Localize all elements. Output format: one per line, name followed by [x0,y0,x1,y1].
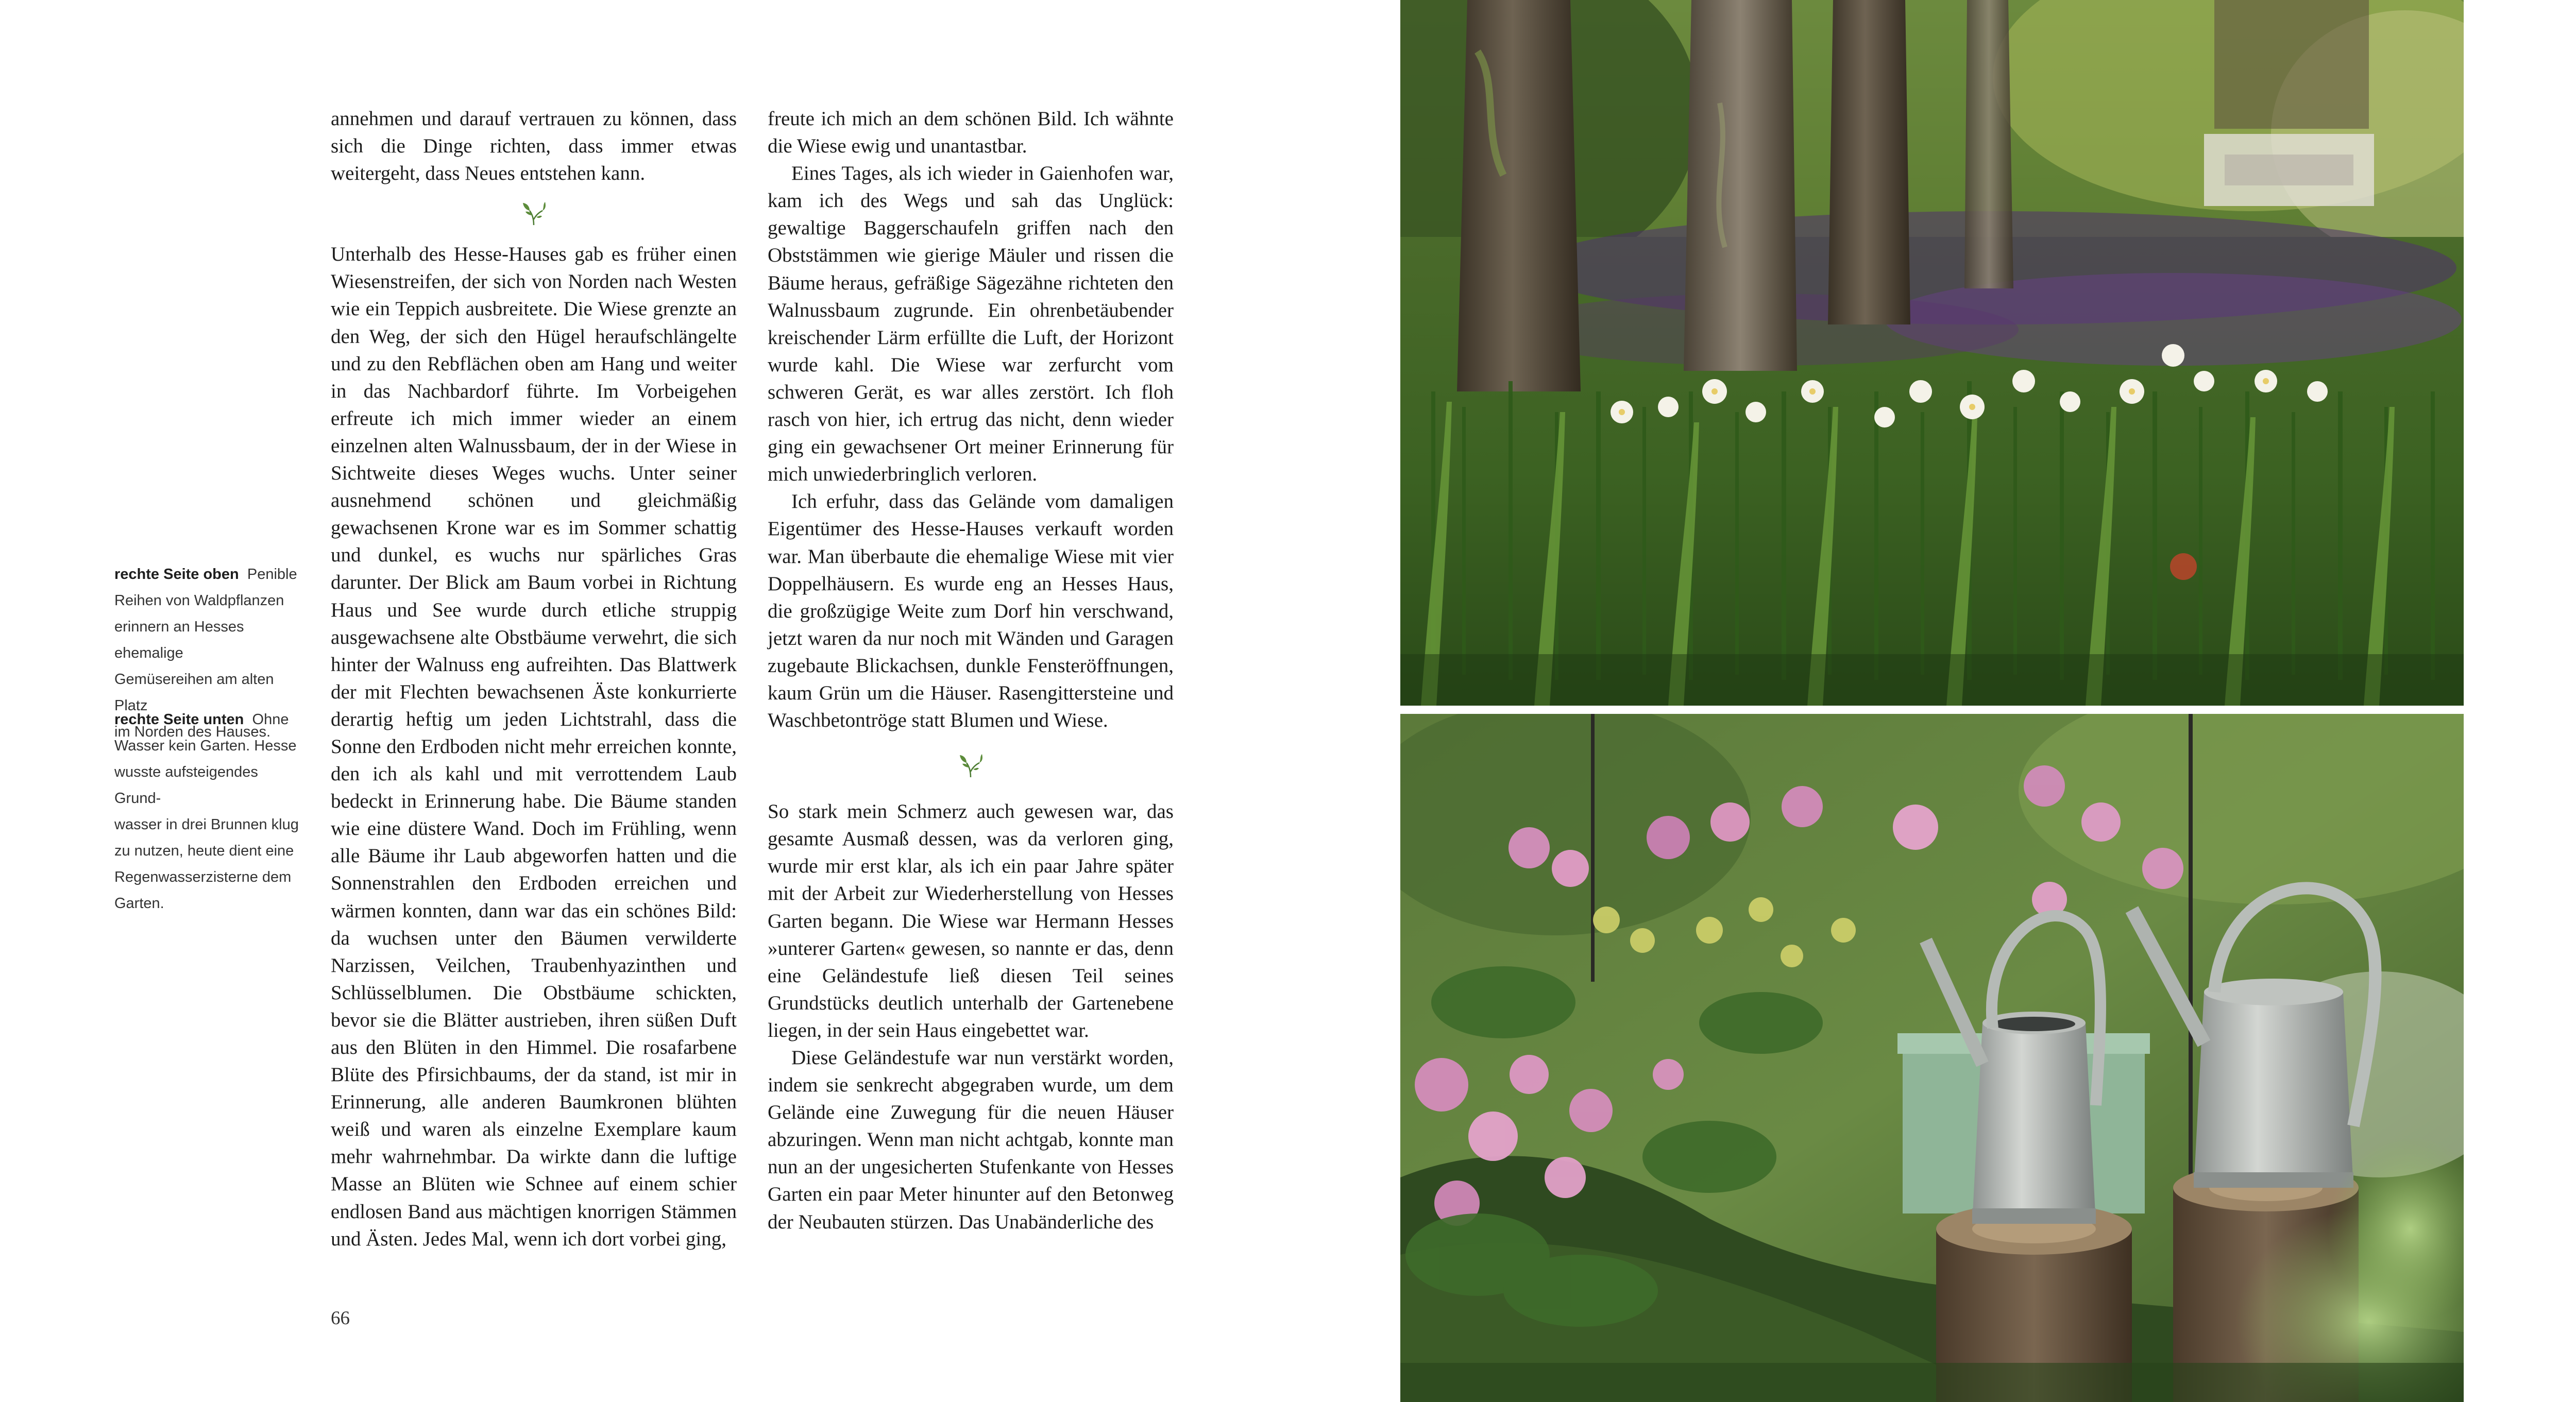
paragraph: Ich erfuhr, dass das Gelände vom damaligen Eigentümer des Hesse-Hauses verkauft worden war. Man überbaute die ehemalige Wiese mit vier Doppelhäusern. Es wurde eng an Hesses Haus, die großzügige Weite zum Dorf hin verschwand, jetzt waren da nur noch mit Wänden und Garagen zugebaute Blickachsen, dunkle Fensteröffnungen, kaum Grün um die Häuser. Rasengittersteine und Waschbetontröge statt Blumen und Wiese. [768,490,1174,732]
caption-bottom-label: rechte Seite unten [114,711,244,728]
caption-bottom-line: wasser in drei Brunnen klug [114,816,299,833]
paragraph: Eines Tages, als ich wieder in Gaienhofen war, kam ich des Wegs und sah das Unglück: gewaltige Baggerschaufeln griffen nach den Obststämmen wie gierige Mäuler und rissen die Bäume heraus, gefräßige Sägezähne richteten den Walnussbaum zugrunde. Ein ohrenbetäubender kreischender Lärm erfüllte die Luft, der Horizont wurde kahl. Die Wiese war zerfurcht vom schweren Gerät, es war alles zerstört. Ich floh rasch von hier, ich ertrug das nicht, denn wieder ging ein gewachsener Ort meiner Erinnerung für mich unwiederbringlich verloren. [768,162,1174,486]
caption-top-line: Reihen von Waldpflanzen [114,592,284,609]
leaf-ornament-icon [520,201,547,227]
caption-bottom-line: Wasser kein Garten. Hesse [114,738,297,754]
paragraph: freute ich mich an dem schönen Bild. Ich wähnte die Wiese ewig und unantastbar. [768,108,1174,158]
caption-top-line: Penible [247,566,297,583]
caption-bottom-line: Garten. [114,895,164,912]
caption-bottom-line: Regenwasserzisterne dem [114,869,292,885]
caption-top-label: rechte Seite oben [114,566,239,583]
caption-top-line: erinnern an Hesses ehemalige [114,619,244,661]
text-column-left [331,105,737,1253]
text-column-right [768,105,1174,1236]
section-divider [768,734,1174,798]
caption-top-line: im Norden des Hauses. [114,724,271,740]
section-divider [331,187,737,241]
leaf-ornament-icon [957,753,984,779]
meadow-trees-image [1400,0,2464,706]
watering-cans-image [1400,714,2464,1402]
photo-top-garden-meadow [1400,0,2464,706]
photo-bottom-watering-cans [1400,714,2464,1402]
paragraph: So stark mein Schmerz auch gewesen war, das gesamte Ausmaß dessen, was da verloren ging, wurde mir erst klar, als ich ein paar Jahre später mit der Arbeit zur Wiederherstellung von Hesses Garten begann. Die Wiese war Hermann Hesses »unterer Garten« gewesen, so nannte er das, denn eine Geländestufe ließ diesen Teil seines Grundstücks deutlich unterhalb der Gartenebene liegen, in der sein Haus eingebettet war. [768,800,1174,1041]
paragraph: Unterhalb des Hesse-Hauses gab es früher einen Wiesenstreifen, der sich von Norden nach Westen wie ein Teppich ausbreitete. Die Wiese grenzte an den Weg, der sich den Hügel heraufschlängelte und zu den Rebflächen oben am Hang und weiter in das Nachbardorf führte. Im Vorbeigehen erfreute ich mich immer wieder an einem einzelnen alten Walnussbaum, der in der Wiese in Sichtweite dieses Weges wuchs. Unter seiner ausnehmend schönen und gleichmäßig gewachsenen Krone war es im Sommer schattig und dunkel, es wuchs nur spärliches Gras darunter. Der Blick am Baum vorbei in Richtung Haus und See wurde durch etliche struppig ausgewachsene alte Obstbäume verwehrt, die sich hinter der Walnuss eng aufreihten. Das Blattwerk der mit Flechten bewachsenen Äste konkurrierte derartig heftig um jeden Lichtstrahl, dass die Sonne den Erdboden nicht mehr erreichen konnte, den ich als kahl und mit verrottendem Laub bedeckt in Erinnerung habe. Die Bäume standen wie eine düstere Wand. Doch im Frühling, wenn alle Bäume ihr Laub abgeworfen hatten und die Sonnenstrahlen den Erdboden erreichen und wärmen konnten, dann war das ein schönes Bild: da wuchsen unter den Bäumen verwilderte Narzissen, Veilchen, Traubenhyazinthen und Schlüsselblumen. Die Obstbäume schickten, bevor sie die Blätter austrieben, ihren süßen Duft aus den Blüten in den Himmel. Die rosafarbene Blüte des Pfirsichbaums, der da stand, ist mir in Erinnerung, alle anderen Baumkronen blühten weiß und waren als einzelne Exemplare kaum mehr wahrnehmbar. Da wirkte dann die luftige Masse an Blüten wie Schnee auf einem schier endlosen Band aus mächtigen knorrigen Stämmen und Ästen. Jedes Mal, wenn ich dort vorbei ging, [331,243,737,1250]
caption-bottom [114,707,302,917]
caption-bottom-line: wusste aufsteigendes Grund- [114,764,258,807]
paragraph: annehmen und darauf vertrauen zu können, dass sich die Dinge richten, dass immer etwas weitergeht, dass Neues entstehen kann. [331,108,737,185]
right-page-margin [2464,0,2576,1402]
paragraph: Diese Geländestufe war nun verstärkt worden, indem sie senkrecht abgegraben wurde, um dem Gelände eine Zuwegung für die neuen Häuser abzuringen. Wenn man nicht achtgab, konnte man nun an der ungesicherten Stufenkante von Hesses Garten ein paar Meter hinunter auf den Betonweg der Neubauten stürzen. Das Unabänderliche des [768,1047,1174,1233]
caption-top-line: Gemüsereihen am alten Platz [114,671,274,714]
caption-bottom-line: Ohne [252,711,289,728]
caption-bottom-line: zu nutzen, heute dient eine [114,843,294,859]
page-number: 66 [331,1308,350,1329]
